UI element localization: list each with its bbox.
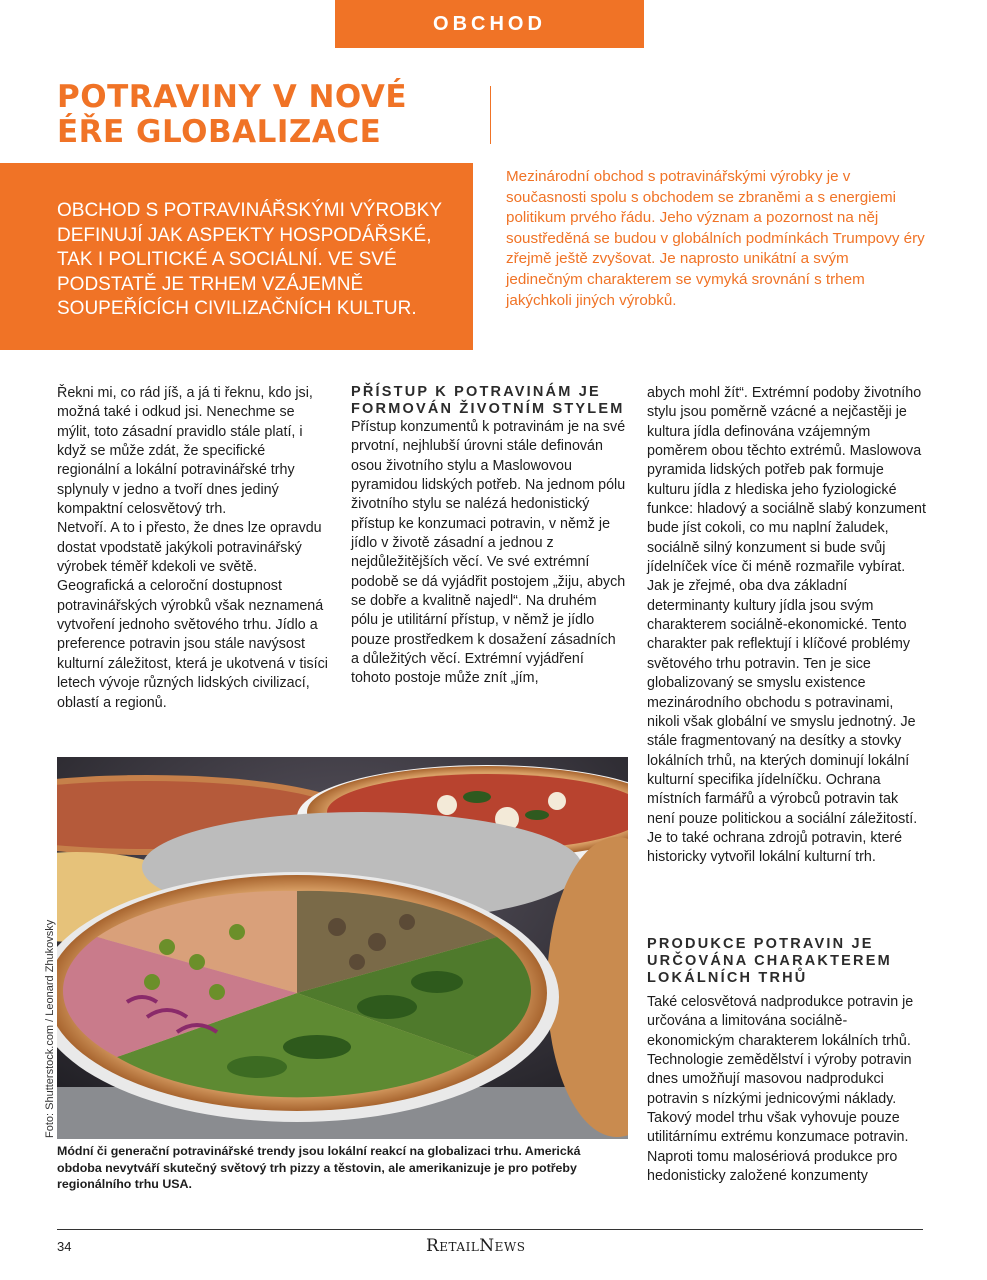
page-number: 34 [57, 1239, 72, 1254]
column-3 [647, 384, 926, 868]
subheading-production: PRODUKCE POTRAVIN JE URČOVÁNA CHARAKTEREM LOKÁLNÍCH TRHŮ [647, 936, 892, 986]
photo-credit: Foto: Shutterstock.com / Leonard Zhukovsky [44, 919, 56, 1138]
column-1 [57, 384, 329, 713]
body-paragraph: Jak je zřejmé, oba dva základní determinanty kultury jídla jsou svým charakterem sociálně-ekonomické. Tento charakter pak reflektují i klíčové problémy světového trhu potravin. Ten je sice globalizovaný se smyslu existence mezinárodního obchodu s potravinami, nikoli však globální ve smyslu jednotný. Je stále fragmentovaný na desítky a stovky lokálních trhů, na kterých dominují lokální kulturní specifika jídelníčku. Ochrana místních farmářů a výrobců potravin tak není pouze politickou a sociální záležitostí. Je to také ochrana zdrojů potravin, které historicky vytvořil lokální kulturní trh. [647, 578, 918, 866]
footer-divider [57, 1229, 923, 1230]
body-paragraph: Řekni mi, co rád jíš, a já ti řeknu, kdo jsi, možná také i odkud jsi. Nenechme se mýlit, toto zásadní pravidlo stále platí, i když se může zdát, že specifické regionální a lokální potravinářské trhy splynuly v jedno a tvoří dnes jediný kompaktní celosvětový trh. [57, 385, 313, 518]
pizza-illustration [57, 757, 628, 1139]
title-divider [490, 86, 491, 144]
body-paragraph: Netvoří. A to i přesto, že dnes lze opravdu dostat vpodstatě jakýkoli potravinářský výrobek téměř kdekoli ve světě. Geografická a celoroční dostupnost potravinářských výrobků však neznamená vytvoření jednoho světového trhu. Jídlo a preference potravin jsou stále navýsost kulturní záležitost, která je ukotvená v tisíci letech vývoje různých lidských civilizací, oblastí a regionů. [57, 520, 328, 711]
column-2 [351, 384, 627, 689]
brand-logo: RetailNews [426, 1236, 526, 1256]
pizza-photo [57, 757, 628, 1139]
body-paragraph: abych mohl žít“. Extrémní podoby životního stylu jsou poměrně vzácné a nejčastěji je kultura jídla definována vzájemným poměrem obou těchto extrémů. Maslowova pyramida lidských potřeb pak formuje kulturu jídla z hlediska jeho fyziologické funkce: hladový a sociálně slabý konzument bude jíst cokoli, co mu naplní žaludek, sociálně silný konzument si bude svůj jídelníček více či méně rozmařile vybírat. [647, 385, 926, 576]
photo-caption: Módní či generační potravinářské trendy jsou lokální reakcí na globalizaci trhu. Americká obdoba nevytváří skutečný světový trh pizzy a těstovin, ale amerikanizuje je pro potřeby regionálního trhu USA. [57, 1144, 581, 1191]
intro-paragraph: Mezinárodní obchod s potravinářskými výrobky je v současnosti spolu s obchodem se zbraněmi a s energiemi politikum prvého řádu. Jeho význam a pozornost na něj soustředěná se budou v globálních podmínkách Trumpovy éry zřejmě ještě zvyšovat. Je naprosto unikátní a svým jedinečným charakterem se vymyká srovnání s trhem jakýchkoli jiných výrobků. [506, 168, 925, 309]
article-title: POTRAVINY V NOVÉ ÉŘE GLOBALIZACE [57, 79, 408, 150]
lead-box [0, 163, 473, 350]
subheading-lifestyle: PŘÍSTUP K POTRAVINÁM JE FORMOVÁN ŽIVOTNÍM STYLEM [351, 384, 625, 417]
body-paragraph: Také celosvětová nadprodukce potravin je určována a limitována sociálně-ekonomickým charakterem lokálních trhů. Technologie zemědělství i výroby potravin dnes umožňují masovou nadprodukci potravin s nízkými jednicovými náklady. Takový model trhu však vyhovuje pouze utilitárnímu extrému konzumace potravin. Naproti tomu malosériová produkce pro hedonisticky založené konzumenty [647, 994, 914, 1185]
lead-text: OBCHOD S POTRAVINÁŘSKÝMI VÝROBKY DEFINUJÍ JAK ASPEKTY HOSPODÁŘSKÉ, TAK I POLITICKÉ A SOCIÁLNÍ. VE SVÉ PODSTATĚ JE TRHEM VZÁJEMNĚ SOUPEŘÍCÍCH CIVILIZAČNÍCH KULTUR. [57, 200, 442, 319]
column-3-continued [647, 993, 926, 1186]
body-paragraph: Přístup konzumentů k potravinám je na své prvotní, nejhlubší úrovni stále definován osou životního stylu a Maslowovou pyramidou lidských potřeb. Na jednom pólu životního stylu se nalézá hedonistický přístup ke konzumaci potravin, v němž je jídlo v životě zásadní a jednou z nejdůležitějších věcí. Ve své extrémní podobě se dá vyjádřit postojem „žiju, abych se dobře a kvalitně najedl“. Na druhém pólu je utilitární přístup, v němž je jídlo pouze prostředkem k dosažení zásadních a důležitých věcí. Extrémní vyjádření tohoto postoje může znít „jím, [351, 419, 626, 687]
section-label: OBCHOD [335, 0, 644, 48]
